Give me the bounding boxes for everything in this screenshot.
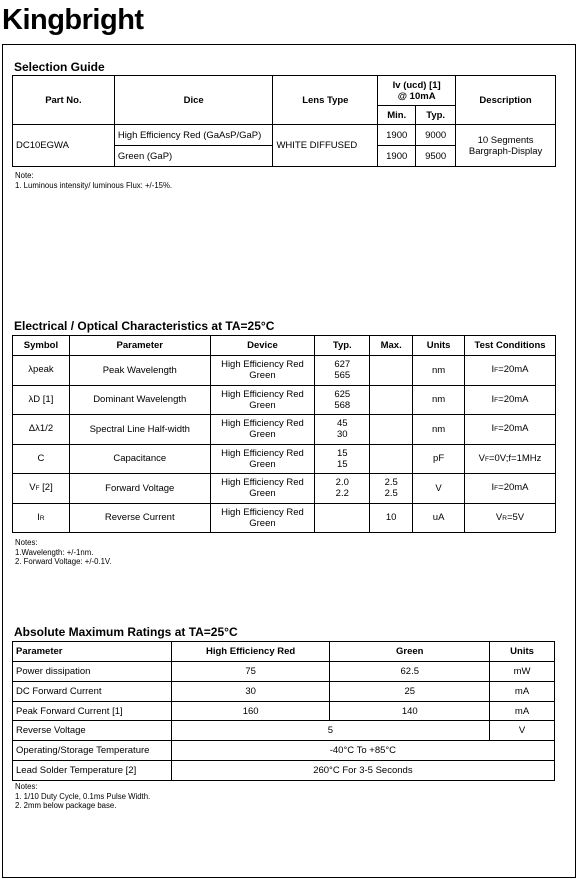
units-cell: nm: [413, 415, 465, 445]
units-cell: nm: [413, 385, 465, 415]
header-device: Device: [210, 336, 315, 356]
reverse-voltage-value: 5: [171, 721, 489, 741]
note-line: 1.Wavelength: +/-1nm.: [15, 547, 94, 557]
device-cell: [210, 385, 315, 415]
units-cell: mA: [490, 682, 555, 702]
dice-cell: High Efficiency Red (GaAsP/GaP): [114, 125, 273, 146]
param-cell: DC Forward Current: [13, 682, 172, 702]
symbol-cell: [13, 474, 70, 504]
device-line2: Green: [249, 399, 276, 411]
device-cell: [210, 444, 315, 474]
parameter-cell: Spectral Line Half-width: [69, 415, 210, 445]
absolute-notes: [15, 782, 150, 811]
parameter-cell: Forward Voltage: [69, 474, 210, 504]
device-line2: Green: [249, 458, 276, 470]
electrical-characteristics-table: [12, 335, 556, 533]
green-value-cell: 25: [330, 682, 490, 702]
table-row: [13, 474, 556, 504]
condition-subscript: F: [494, 367, 499, 375]
max-cell: [370, 474, 413, 504]
header-max: Max.: [370, 336, 413, 356]
param-cell: Operating/Storage Temperature: [13, 741, 172, 761]
device-line1: High Efficiency Red: [221, 477, 304, 489]
condition-subscript: F: [484, 455, 489, 463]
symbol-cell: [13, 503, 70, 533]
typ-value-2: 30: [336, 429, 348, 441]
condition-rest: =20mA: [498, 364, 529, 376]
typ-value-2: 568: [334, 399, 351, 411]
note-title: Notes:: [15, 538, 38, 547]
header-typ: Typ.: [315, 336, 370, 356]
typ-cell: [315, 356, 370, 386]
max-cell: [370, 415, 413, 445]
min-cell: 1900: [378, 146, 416, 167]
symbol-text: C: [37, 452, 45, 464]
typ-value-2: 565: [334, 370, 351, 382]
typ-cell: 9500: [416, 146, 456, 167]
dice-cell: Green (GaP): [114, 146, 273, 167]
header-iv-line2: @ 10mA: [397, 90, 436, 102]
symbol-subscript: F: [35, 485, 40, 493]
table-row: [13, 444, 556, 474]
note-line: 1. 1/10 Duty Cycle, 0.1ms Pulse Width.: [15, 791, 151, 801]
units-cell: V: [490, 721, 555, 741]
symbol-cell: [13, 444, 70, 474]
parameter-cell: Capacitance: [69, 444, 210, 474]
header-iv: [378, 76, 456, 106]
device-cell: [210, 415, 315, 445]
header-parameter: Parameter: [13, 642, 172, 662]
symbol-text: λpeak: [28, 364, 54, 376]
note-title: Note:: [15, 171, 34, 180]
units-cell: pF: [413, 444, 465, 474]
header-part-no: Part No.: [13, 76, 115, 125]
test-conditions-cell: [465, 474, 556, 504]
max-value-1: 10: [385, 512, 397, 524]
condition-subscript: F: [494, 426, 499, 434]
symbol-text: Δλ1/2: [28, 423, 54, 435]
max-cell: [370, 385, 413, 415]
header-units: Units: [490, 642, 555, 662]
param-cell: Power dissipation: [13, 662, 172, 682]
description-line2: Bargraph-Display: [468, 145, 543, 157]
note-line: 2. 2mm below package base.: [15, 801, 117, 810]
header-description: Description: [456, 76, 556, 125]
units-cell: V: [413, 474, 465, 504]
symbol-text: I: [37, 511, 40, 523]
units-cell: uA: [413, 503, 465, 533]
note-line: 1. Luminous intensity/ luminous Flux: +/-15%.: [15, 180, 173, 190]
units-cell: mA: [490, 702, 555, 721]
header-test-conditions: Test Conditions: [465, 336, 556, 356]
green-value-cell: 62.5: [330, 662, 490, 682]
typ-cell: [315, 503, 370, 533]
header-units: Units: [413, 336, 465, 356]
note-line: 2. Forward Voltage: +/-0.1V.: [15, 557, 112, 566]
table-row: [13, 356, 556, 386]
device-line1: High Efficiency Red: [221, 388, 304, 400]
parameter-cell: Peak Wavelength: [69, 356, 210, 386]
parameter-cell: Dominant Wavelength: [69, 385, 210, 415]
symbol-subscript: R: [39, 514, 45, 522]
device-line1: High Efficiency Red: [221, 418, 304, 430]
test-conditions-cell: [465, 356, 556, 386]
condition-rest: =5V: [506, 511, 525, 523]
typ-value-1: 627: [334, 359, 351, 371]
units-cell: mW: [490, 662, 555, 682]
test-conditions-cell: [465, 503, 556, 533]
header-parameter: Parameter: [69, 336, 210, 356]
electrical-notes: [15, 538, 112, 567]
brand-logo: Kingbright: [2, 4, 144, 36]
param-cell: Peak Forward Current [1]: [13, 702, 172, 721]
parameter-cell: Reverse Current: [69, 503, 210, 533]
test-conditions-cell: [465, 415, 556, 445]
lens-type-cell: WHITE DIFFUSED: [273, 125, 378, 167]
device-cell: [210, 503, 315, 533]
min-cell: 1900: [378, 125, 416, 146]
header-lens-type: Lens Type: [273, 76, 378, 125]
condition-subscript: F: [494, 485, 499, 493]
red-value-cell: 160: [171, 702, 330, 721]
typ-cell: [315, 415, 370, 445]
typ-value-1: 2.0: [335, 477, 349, 489]
device-line1: High Efficiency Red: [221, 447, 304, 459]
note-title: Notes:: [15, 782, 38, 791]
condition-rest: =20mA: [498, 423, 529, 435]
typ-value-2: 2.2: [335, 488, 349, 500]
param-cell: Lead Solder Temperature [2]: [13, 761, 172, 781]
part-number-cell: DC10EGWA: [13, 125, 115, 167]
test-conditions-cell: [465, 444, 556, 474]
test-conditions-cell: [465, 385, 556, 415]
device-line2: Green: [249, 517, 276, 529]
device-line2: Green: [249, 370, 276, 382]
max-value-2: 2.5: [384, 488, 398, 500]
description-line1: 10 Segments: [477, 134, 534, 146]
header-dice: Dice: [114, 76, 273, 125]
condition-main: V: [478, 452, 485, 464]
typ-cell: [315, 474, 370, 504]
condition-rest: =0V;f=1MHz: [488, 452, 542, 464]
header-high-efficiency-red: High Efficiency Red: [171, 642, 330, 662]
symbol-text: V: [29, 482, 36, 494]
typ-value-1: 625: [334, 388, 351, 400]
device-line1: High Efficiency Red: [221, 359, 304, 371]
device-line2: Green: [249, 488, 276, 500]
electrical-characteristics-title: Electrical / Optical Characteristics at TA=25°C: [14, 319, 275, 333]
header-min: Min.: [378, 106, 416, 125]
typ-cell: [315, 385, 370, 415]
condition-subscript: F: [494, 396, 499, 404]
device-cell: [210, 356, 315, 386]
absolute-ratings-table: [12, 641, 555, 781]
header-green: Green: [330, 642, 490, 662]
selection-notes: [15, 171, 172, 190]
symbol-suffix: [2]: [39, 482, 53, 494]
selection-guide-table: [12, 75, 556, 167]
condition-main: I: [491, 364, 495, 376]
header-iv-line1: Iv (ucd) [1]: [392, 79, 441, 91]
max-cell: [370, 503, 413, 533]
table-row: [13, 385, 556, 415]
symbol-cell: [13, 415, 70, 445]
typ-value-1: 15: [336, 447, 348, 459]
condition-subscript: R: [502, 514, 507, 522]
condition-main: I: [491, 423, 495, 435]
condition-main: I: [491, 482, 495, 494]
typ-value-1: 45: [336, 418, 348, 430]
max-cell: [370, 356, 413, 386]
device-line2: Green: [249, 429, 276, 441]
typ-cell: [315, 444, 370, 474]
param-cell: Reverse Voltage: [13, 721, 172, 741]
symbol-cell: [13, 385, 70, 415]
solder-temperature-value: 260°C For 3-5 Seconds: [171, 761, 554, 781]
header-symbol: Symbol: [13, 336, 70, 356]
condition-main: V: [495, 511, 503, 523]
symbol-cell: [13, 356, 70, 386]
header-typ: Typ.: [416, 106, 456, 125]
red-value-cell: 75: [171, 662, 330, 682]
condition-main: I: [491, 393, 495, 405]
max-cell: [370, 444, 413, 474]
device-cell: [210, 474, 315, 504]
selection-guide-title: Selection Guide: [14, 60, 105, 74]
absolute-ratings-title: Absolute Maximum Ratings at TA=25°C: [14, 625, 238, 639]
typ-cell: 9000: [416, 125, 456, 146]
condition-rest: =20mA: [498, 482, 529, 494]
operating-temperature-value: -40°C To +85°C: [171, 741, 554, 761]
device-line1: High Efficiency Red: [221, 506, 304, 518]
condition-rest: =20mA: [498, 393, 529, 405]
max-value-1: 2.5: [384, 477, 398, 489]
typ-value-2: 15: [336, 458, 348, 470]
units-cell: nm: [413, 356, 465, 386]
description-cell: [456, 125, 556, 167]
symbol-text: λD [1]: [28, 393, 54, 405]
table-row: [13, 415, 556, 445]
green-value-cell: 140: [330, 702, 490, 721]
red-value-cell: 30: [171, 682, 330, 702]
table-row: [13, 503, 556, 533]
